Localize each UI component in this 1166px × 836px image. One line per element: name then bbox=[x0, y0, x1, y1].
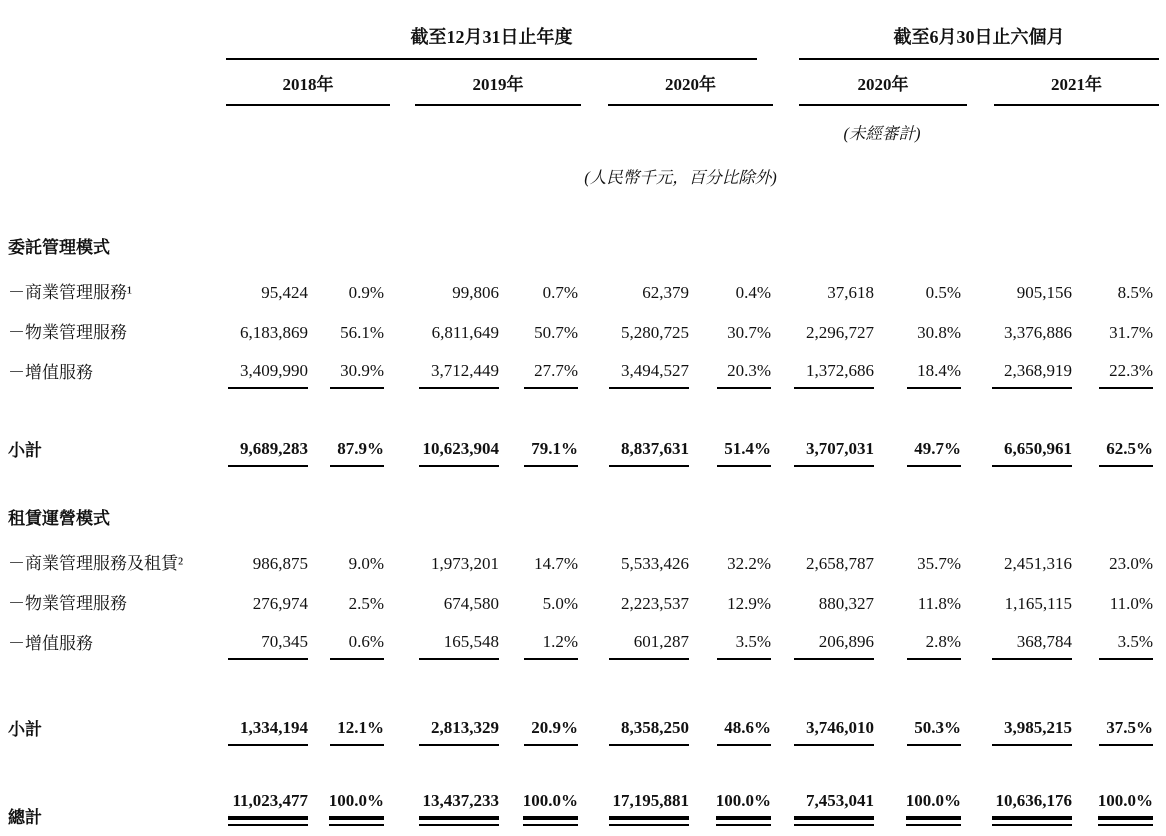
row-lease-value-added bbox=[0, 622, 1159, 662]
pct-2021: 31.7% bbox=[1109, 323, 1154, 342]
table-cell bbox=[693, 662, 777, 748]
table-cell bbox=[693, 539, 777, 582]
unit-note: (人民幣千元，百分比除外) bbox=[584, 168, 777, 187]
table-cell bbox=[312, 311, 390, 351]
subtotal-label: 小計 bbox=[8, 720, 42, 739]
value-2020-interim: 206,896 bbox=[794, 632, 874, 660]
pct-2019: 0.7% bbox=[542, 283, 578, 302]
value-2020: 3,494,527 bbox=[609, 361, 689, 389]
table-cell bbox=[220, 351, 312, 391]
value-2019: 674,580 bbox=[443, 594, 499, 613]
unit-note-row bbox=[0, 150, 1159, 194]
table-cell bbox=[312, 622, 390, 662]
table-cell bbox=[584, 391, 693, 469]
pct-2019: 14.7% bbox=[534, 554, 578, 573]
table-cell bbox=[503, 311, 584, 351]
table-cell bbox=[878, 391, 967, 469]
pct-2020: 0.4% bbox=[735, 283, 772, 302]
row-label: －物業管理服務 bbox=[8, 323, 127, 342]
row-lease-commercial-management bbox=[0, 539, 1159, 582]
pct-2020-interim: 11.8% bbox=[917, 594, 962, 613]
pct-2019: 79.1% bbox=[524, 439, 578, 467]
table-cell bbox=[220, 662, 312, 748]
row-label: －商業管理服務¹ bbox=[8, 283, 133, 302]
year-header-2019 bbox=[390, 68, 584, 114]
table-cell bbox=[1076, 748, 1159, 836]
year-label-2020-interim: 2020年 bbox=[799, 70, 967, 106]
value-2019: 6,811,649 bbox=[431, 323, 499, 342]
table-cell bbox=[390, 662, 503, 748]
pct-2020: 48.6% bbox=[717, 718, 771, 746]
table-cell bbox=[220, 622, 312, 662]
table-cell bbox=[693, 351, 777, 391]
row-entrusted-value-added bbox=[0, 351, 1159, 391]
table-cell bbox=[693, 311, 777, 351]
table-cell bbox=[390, 622, 503, 662]
year-label-2018: 2018年 bbox=[226, 70, 390, 106]
value-2021: 905,156 bbox=[1016, 283, 1073, 302]
pct-2021: 11.0% bbox=[1109, 594, 1154, 613]
value-2020: 8,358,250 bbox=[609, 718, 689, 746]
year-label-2021: 2021年 bbox=[994, 70, 1159, 106]
table-cell bbox=[220, 311, 312, 351]
value-2020-interim: 1,372,686 bbox=[794, 361, 874, 389]
annual-period-title: 截至12月31日止年度 bbox=[226, 23, 757, 60]
pct-2020: 30.7% bbox=[727, 323, 772, 342]
value-2019: 165,548 bbox=[419, 632, 499, 660]
value-2021: 2,451,316 bbox=[1004, 554, 1073, 573]
value-2020-interim: 3,746,010 bbox=[794, 718, 874, 746]
table-cell bbox=[777, 311, 878, 351]
table-cell bbox=[967, 582, 1076, 622]
table-cell bbox=[967, 539, 1076, 582]
empty-cell bbox=[967, 114, 1159, 150]
revenue-breakdown-table bbox=[0, 10, 1159, 836]
table-cell bbox=[503, 748, 584, 836]
table-cell bbox=[503, 268, 584, 311]
table-cell bbox=[777, 622, 878, 662]
empty-cell bbox=[0, 68, 220, 114]
value-2019: 13,437,233 bbox=[419, 791, 499, 820]
annual-period-header bbox=[220, 10, 777, 68]
value-2021: 1,165,115 bbox=[1004, 594, 1073, 613]
row-label: －增值服務 bbox=[8, 363, 93, 382]
pct-2020-interim: 2.8% bbox=[907, 632, 961, 660]
table-cell bbox=[967, 748, 1076, 836]
value-2018: 986,875 bbox=[252, 554, 308, 573]
year-header-row bbox=[0, 68, 1159, 114]
row-lease-subtotal bbox=[0, 662, 1159, 748]
row-label: －增值服務 bbox=[8, 634, 93, 653]
section-entrusted-header-row bbox=[0, 194, 1159, 268]
table-cell bbox=[878, 622, 967, 662]
section-lease-title: 租賃運營模式 bbox=[8, 509, 110, 528]
table-cell bbox=[312, 351, 390, 391]
pct-2021: 23.0% bbox=[1109, 554, 1154, 573]
table-cell bbox=[777, 662, 878, 748]
table-cell bbox=[967, 662, 1076, 748]
value-2018: 11,023,477 bbox=[228, 791, 308, 820]
pct-2021: 3.5% bbox=[1099, 632, 1153, 660]
pct-2018: 30.9% bbox=[330, 361, 384, 389]
row-entrusted-commercial-management bbox=[0, 268, 1159, 311]
pct-2020-interim: 49.7% bbox=[907, 439, 961, 467]
table-cell bbox=[693, 268, 777, 311]
table-cell bbox=[1076, 582, 1159, 622]
pct-2020: 32.2% bbox=[727, 554, 772, 573]
table-cell bbox=[312, 391, 390, 469]
pct-2018: 12.1% bbox=[330, 718, 384, 746]
year-header-2021 bbox=[967, 68, 1159, 114]
table-cell bbox=[584, 351, 693, 391]
table-cell bbox=[1076, 622, 1159, 662]
section-lease-header-row bbox=[0, 469, 1159, 539]
table-cell bbox=[503, 391, 584, 469]
pct-2020-interim: 30.8% bbox=[917, 323, 962, 342]
period-title-row bbox=[0, 10, 1159, 68]
table-cell bbox=[503, 539, 584, 582]
pct-2020-interim: 35.7% bbox=[917, 554, 962, 573]
value-2020: 601,287 bbox=[609, 632, 689, 660]
table-cell bbox=[967, 391, 1076, 469]
table-cell bbox=[693, 582, 777, 622]
pct-2021: 62.5% bbox=[1099, 439, 1153, 467]
table-cell bbox=[584, 268, 693, 311]
year-header-2020-interim bbox=[777, 68, 967, 114]
value-2020: 2,223,537 bbox=[621, 594, 689, 613]
value-2020: 5,280,725 bbox=[621, 323, 689, 342]
table-cell bbox=[503, 582, 584, 622]
pct-2019: 50.7% bbox=[534, 323, 578, 342]
value-2021: 2,368,919 bbox=[992, 361, 1072, 389]
value-2021: 3,985,215 bbox=[992, 718, 1072, 746]
pct-2021: 8.5% bbox=[1117, 283, 1154, 302]
section-entrusted-title: 委託管理模式 bbox=[8, 238, 110, 257]
table-cell bbox=[503, 351, 584, 391]
value-2021: 10,636,176 bbox=[992, 791, 1072, 820]
table-cell bbox=[390, 351, 503, 391]
table-cell bbox=[390, 582, 503, 622]
total-label: 總計 bbox=[8, 808, 42, 827]
table-cell bbox=[584, 311, 693, 351]
table-cell bbox=[693, 622, 777, 662]
unaudited-note-row bbox=[0, 114, 1159, 150]
table-cell bbox=[584, 622, 693, 662]
row-label: －物業管理服務 bbox=[8, 594, 127, 613]
table-cell bbox=[777, 582, 878, 622]
interim-period-title: 截至6月30日止六個月 bbox=[799, 23, 1159, 60]
value-2018: 9,689,283 bbox=[228, 439, 308, 467]
value-2020: 17,195,881 bbox=[609, 791, 689, 820]
table-cell bbox=[693, 748, 777, 836]
value-2019: 2,813,329 bbox=[419, 718, 499, 746]
table-cell bbox=[390, 268, 503, 311]
table-cell bbox=[312, 662, 390, 748]
pct-2019: 20.9% bbox=[524, 718, 578, 746]
subtotal-label: 小計 bbox=[8, 441, 42, 460]
pct-2019: 100.0% bbox=[523, 791, 578, 820]
table-cell bbox=[777, 351, 878, 391]
value-2020-interim: 2,658,787 bbox=[806, 554, 875, 573]
table-cell bbox=[777, 391, 878, 469]
pct-2018: 87.9% bbox=[330, 439, 384, 467]
pct-2020-interim: 0.5% bbox=[925, 283, 962, 302]
table-cell bbox=[878, 748, 967, 836]
value-2019: 1,973,201 bbox=[431, 554, 499, 573]
value-2020: 62,379 bbox=[642, 283, 689, 302]
table-cell bbox=[220, 539, 312, 582]
year-header-2020 bbox=[584, 68, 777, 114]
year-label-2019: 2019年 bbox=[415, 70, 581, 106]
table-cell bbox=[390, 311, 503, 351]
row-label: －商業管理服務及租賃² bbox=[8, 554, 184, 573]
table-cell bbox=[878, 351, 967, 391]
table-cell bbox=[777, 268, 878, 311]
value-2020-interim: 7,453,041 bbox=[794, 791, 874, 820]
table-cell bbox=[220, 582, 312, 622]
table-cell bbox=[1076, 351, 1159, 391]
pct-2019: 27.7% bbox=[524, 361, 578, 389]
table-cell bbox=[503, 622, 584, 662]
empty-cell bbox=[0, 10, 220, 68]
value-2020-interim: 880,327 bbox=[818, 594, 875, 613]
year-header-2018 bbox=[220, 68, 390, 114]
value-2018: 3,409,990 bbox=[228, 361, 308, 389]
table-cell bbox=[220, 268, 312, 311]
row-lease-property-management bbox=[0, 582, 1159, 622]
table-cell bbox=[312, 539, 390, 582]
table-cell bbox=[584, 539, 693, 582]
value-2018: 95,424 bbox=[261, 283, 308, 302]
row-entrusted-property-management bbox=[0, 311, 1159, 351]
table-cell bbox=[1076, 268, 1159, 311]
value-2020: 8,837,631 bbox=[609, 439, 689, 467]
interim-period-header bbox=[777, 10, 1159, 68]
pct-2018: 0.6% bbox=[330, 632, 384, 660]
table-cell bbox=[390, 391, 503, 469]
value-2018: 70,345 bbox=[228, 632, 308, 660]
table-cell bbox=[390, 539, 503, 582]
table-cell bbox=[312, 582, 390, 622]
value-2019: 10,623,904 bbox=[419, 439, 499, 467]
pct-2019: 5.0% bbox=[542, 594, 578, 613]
pct-2021: 37.5% bbox=[1099, 718, 1153, 746]
table-cell bbox=[584, 662, 693, 748]
value-2018: 6,183,869 bbox=[240, 323, 308, 342]
table-cell bbox=[503, 662, 584, 748]
value-2018: 276,974 bbox=[252, 594, 308, 613]
row-entrusted-subtotal bbox=[0, 391, 1159, 469]
pct-2018: 9.0% bbox=[348, 554, 384, 573]
value-2019: 99,806 bbox=[452, 283, 499, 302]
value-2019: 3,712,449 bbox=[419, 361, 499, 389]
table-cell bbox=[390, 748, 503, 836]
table-cell bbox=[220, 391, 312, 469]
table-cell bbox=[878, 582, 967, 622]
table-cell bbox=[312, 268, 390, 311]
value-2020-interim: 37,618 bbox=[827, 283, 875, 302]
pct-2021: 22.3% bbox=[1099, 361, 1153, 389]
pct-2018: 2.5% bbox=[348, 594, 384, 613]
pct-2020: 3.5% bbox=[717, 632, 771, 660]
table-cell bbox=[878, 539, 967, 582]
value-2020-interim: 2,296,727 bbox=[806, 323, 875, 342]
value-2020: 5,533,426 bbox=[621, 554, 689, 573]
pct-2020: 100.0% bbox=[716, 791, 771, 820]
table-cell bbox=[878, 311, 967, 351]
table-cell bbox=[967, 311, 1076, 351]
value-2018: 1,334,194 bbox=[228, 718, 308, 746]
table-cell bbox=[1076, 662, 1159, 748]
pct-2020-interim: 50.3% bbox=[907, 718, 961, 746]
value-2021: 3,376,886 bbox=[1004, 323, 1073, 342]
table-cell bbox=[967, 268, 1076, 311]
value-2021: 368,784 bbox=[992, 632, 1072, 660]
table-cell bbox=[1076, 311, 1159, 351]
table-cell bbox=[1076, 539, 1159, 582]
table-cell bbox=[967, 622, 1076, 662]
pct-2020: 20.3% bbox=[717, 361, 771, 389]
unaudited-note-cell bbox=[777, 114, 967, 150]
table-cell bbox=[878, 268, 967, 311]
table-cell bbox=[967, 351, 1076, 391]
pct-2020: 12.9% bbox=[727, 594, 772, 613]
row-grand-total bbox=[0, 748, 1159, 836]
table-cell bbox=[1076, 391, 1159, 469]
pct-2018: 0.9% bbox=[348, 283, 384, 302]
value-2021: 6,650,961 bbox=[992, 439, 1072, 467]
table-cell bbox=[777, 748, 878, 836]
value-2020-interim: 3,707,031 bbox=[794, 439, 874, 467]
empty-cell bbox=[0, 114, 777, 150]
pct-2020: 51.4% bbox=[717, 439, 771, 467]
pct-2020-interim: 18.4% bbox=[907, 361, 961, 389]
pct-2021: 100.0% bbox=[1098, 791, 1153, 820]
table-cell bbox=[878, 662, 967, 748]
pct-2018: 56.1% bbox=[340, 323, 384, 342]
pct-2018: 100.0% bbox=[329, 791, 384, 820]
table-cell bbox=[220, 748, 312, 836]
table-cell bbox=[777, 539, 878, 582]
unit-note-cell bbox=[584, 150, 777, 194]
empty-cell bbox=[777, 150, 1159, 194]
table-cell bbox=[693, 391, 777, 469]
year-label-2020: 2020年 bbox=[608, 70, 773, 106]
unaudited-note: (未經審計) bbox=[843, 124, 921, 143]
table-cell bbox=[584, 582, 693, 622]
pct-2019: 1.2% bbox=[524, 632, 578, 660]
table-cell bbox=[584, 748, 693, 836]
empty-cell bbox=[0, 150, 584, 194]
table-cell bbox=[312, 748, 390, 836]
pct-2020-interim: 100.0% bbox=[906, 791, 961, 820]
